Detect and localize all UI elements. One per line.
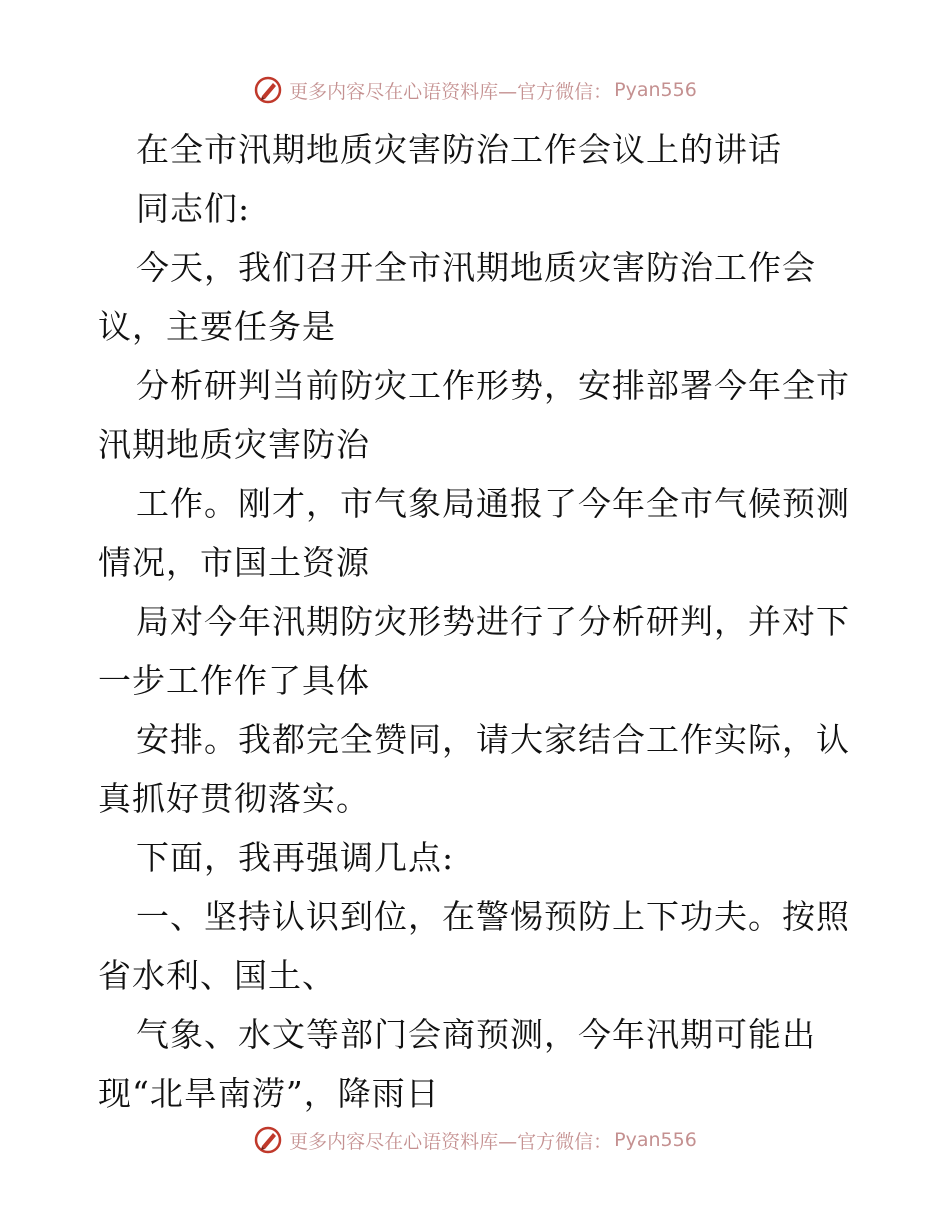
text-line: 安排。我都完全赞同，请大家结合工作实际，认 [136,720,850,759]
text-line: 议，主要任务是 [98,307,336,346]
text-line: 汛期地质灾害防治 [98,425,370,464]
text-line: 现“北旱南涝”，降雨日 [98,1074,440,1113]
red-pen-logo-icon [253,75,283,105]
text-line: 一步工作作了具体 [98,661,370,700]
header-watermark [0,70,950,110]
text-line: 气象、水文等部门会商预测，今年汛期可能出 [136,1015,816,1054]
red-pen-logo-icon [253,1125,283,1155]
text-line: 工作。刚才，市气象局通报了今年全市气候预测 [136,484,850,523]
text-line: 省水利、国土、 [98,956,336,995]
watermark-text: 更多内容尽在心语资料库—官方微信： [289,1130,613,1153]
salutation: 同志们: [136,189,251,228]
text-line: 下面，我再强调几点: [136,838,455,877]
document-title: 在全市汛期地质灾害防治工作会议上的讲话 [136,130,782,169]
footer-watermark [0,1120,950,1160]
text-line: 分析研判当前防灾工作形势，安排部署今年全市 [136,366,850,405]
text-line: 情况，市国土资源 [98,543,370,582]
watermark-text: 更多内容尽在心语资料库—官方微信： [289,80,613,103]
text-line: 真抓好贯彻落实。 [98,779,370,818]
watermark-wechat-id: Pyan556 [614,79,697,101]
text-line: 今天，我们召开全市汛期地质灾害防治工作会 [136,248,816,287]
document-body [98,120,858,1123]
text-line: 局对今年汛期防灾形势进行了分析研判，并对下 [136,602,850,641]
section-heading-line: 一、坚持认识到位，在警惕预防上下功夫。按照 [136,897,850,936]
watermark-wechat-id: Pyan556 [614,1129,697,1151]
